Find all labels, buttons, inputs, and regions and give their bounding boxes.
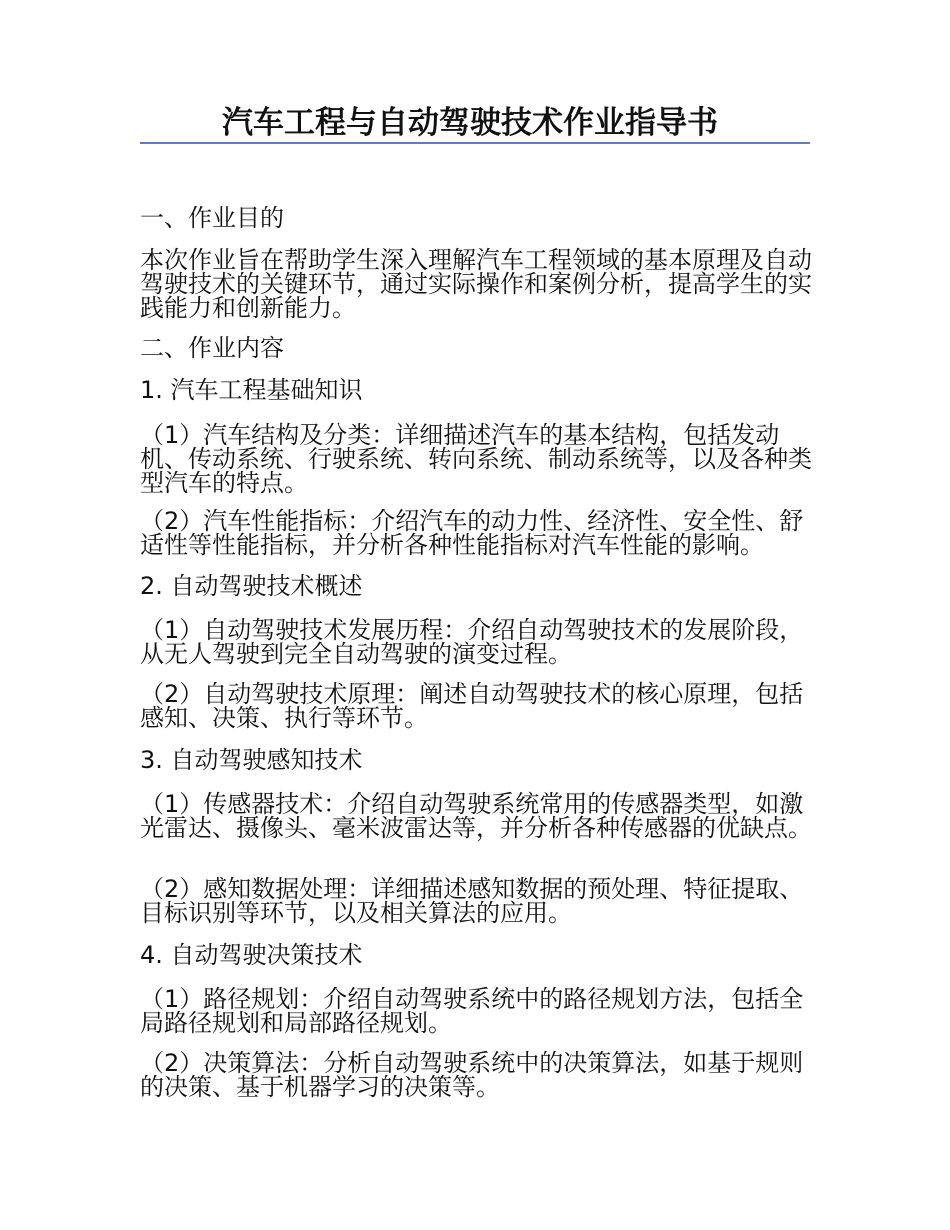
paragraph-data-processing: （2）感知数据处理：详细描述感知数据的预处理、特征提取、目标识别等环节，以及相关算法的应用。 [140, 875, 804, 927]
paragraph-sensors: （1）传感器技术：介绍自动驾驶系统常用的传感器类型，如激光雷达、摄像头、毫米波雷达等，并分析各种传感器的优缺点。 [140, 790, 812, 842]
paragraph-purpose: 本次作业旨在帮助学生深入理解汽车工程领域的基本原理及自动驾驶技术的关键环节，通过实际操作和案例分析，提高学生的实践能力和创新能力。 [140, 246, 812, 322]
paragraph-path-planning: （1）路径规划：介绍自动驾驶系统中的路径规划方法，包括全局路径规划和局部路径规划。 [140, 985, 804, 1037]
section-heading-purpose: 一、作业目的 [140, 204, 284, 232]
section-heading-content: 二、作业内容 [140, 334, 284, 362]
title-bar [140, 104, 810, 144]
paragraph-principle: （2）自动驾驶技术原理：阐述自动驾驶技术的核心原理，包括感知、决策、执行等环节。 [140, 680, 804, 732]
paragraph-history: （1）自动驾驶技术发展历程：介绍自动驾驶技术的发展阶段，从无人驾驶到完全自动驾驶的演变过程。 [140, 616, 804, 668]
paragraph-decision-algorithms: （2）决策算法：分析自动驾驶系统中的决策算法，如基于规则的决策、基于机器学习的决策等。 [140, 1049, 804, 1101]
subheading-automotive-basics: 1. 汽车工程基础知识 [140, 376, 363, 404]
document-title: 汽车工程与自动驾驶技术作业指导书 [222, 105, 718, 141]
paragraph-performance: （2）汽车性能指标：介绍汽车的动力性、经济性、安全性、舒适性等性能指标，并分析各种性能指标对汽车性能的影响。 [140, 507, 804, 559]
paragraph-structure: （1）汽车结构及分类：详细描述汽车的基本结构，包括发动机、传动系统、行驶系统、转向系统、制动系统等，以及各种类型汽车的特点。 [140, 421, 812, 497]
subheading-decision: 4. 自动驾驶决策技术 [140, 941, 363, 969]
subheading-autonomous-overview: 2. 自动驾驶技术概述 [140, 572, 363, 600]
subheading-perception: 3. 自动驾驶感知技术 [140, 746, 363, 774]
